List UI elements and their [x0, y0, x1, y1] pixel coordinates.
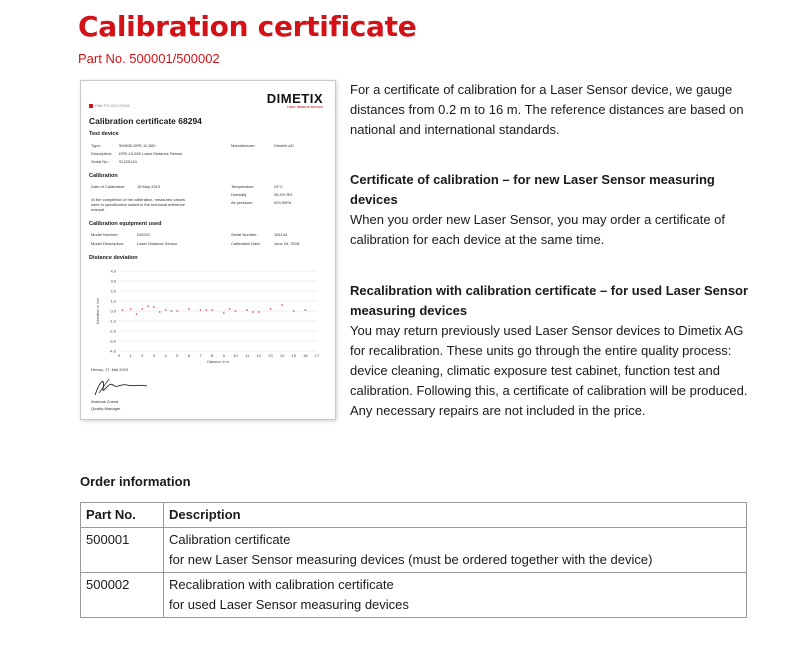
- cert-value: 500630 DPE-10-500: [119, 143, 156, 148]
- data-point: [165, 309, 167, 311]
- y-axis-label: Deviation in mm: [96, 298, 100, 324]
- y-tick-label: -2,0: [109, 328, 116, 334]
- cert-statement-line: At the completion of the calibration, measured values: [91, 197, 186, 202]
- column-header-part-no: Part No.: [81, 503, 164, 528]
- recalibration-heading: Recalibration with calibration certificate – for used Laser Sensor measuring devices: [350, 283, 749, 318]
- cert-value: DI2002: [137, 232, 150, 237]
- x-tick-label: 7: [199, 353, 202, 358]
- cert-label: Description:: [91, 151, 113, 156]
- cert-value: 18 May 2019: [137, 184, 161, 189]
- cert-label: Date of Calibration:: [91, 184, 126, 189]
- cert-value: 929,9hPa: [274, 200, 292, 205]
- cert-label: Calibration Date:: [231, 241, 261, 246]
- data-point: [176, 310, 178, 312]
- description-line: Calibration certificate: [169, 532, 291, 547]
- part-number: Part No. 500001/500002: [78, 51, 220, 66]
- x-tick-label: 6: [187, 353, 190, 358]
- cert-label: Type:: [91, 143, 101, 148]
- cert-statement-line: were in specification stated in the technical reference: [91, 202, 185, 207]
- cert-label: Serial No.:: [91, 159, 110, 164]
- recalibration-body: You may return previously used Laser Sensor devices to Dimetix AG for recalibration. These units go through the entire quality process: device cleaning, climatic exposure test cabinet, function test and calibration. Following this, a certificate of calibration will be produced. Any necessary repairs are not included in the price.: [350, 323, 748, 418]
- new-device-body: When you order new Laser Sensor, you may order a certificate of calibration for each device at the same time.: [350, 212, 726, 247]
- data-point: [159, 311, 161, 313]
- data-point: [304, 309, 306, 311]
- data-point: [258, 311, 260, 313]
- cert-label: Air pressure: [231, 200, 253, 205]
- data-point: [205, 309, 207, 311]
- x-tick-label: 13: [268, 353, 273, 358]
- cell-part-no: 500002: [81, 573, 164, 618]
- description-line: for used Laser Sensor measuring devices: [169, 597, 409, 612]
- dimetix-logo: DIMETIX: [266, 91, 323, 106]
- cert-label: Model Number:: [91, 232, 119, 237]
- signature-place-date: Henau, 17. Mai 2019: [91, 367, 129, 372]
- cert-section-test-device: Test device: [89, 131, 119, 137]
- x-tick-label: 5: [176, 353, 179, 358]
- description-line: Recalibration with calibration certificate: [169, 577, 394, 592]
- x-axis-label: Distance in m: [207, 360, 229, 364]
- table-header-row: [81, 503, 747, 528]
- y-tick-label: 3,0: [110, 278, 116, 284]
- y-tick-label: 1,0: [110, 298, 116, 304]
- x-tick-label: 8: [211, 353, 214, 358]
- column-header-description: Description: [164, 503, 747, 528]
- cert-value: DPE-10-500 Laser Distance Sensor: [119, 151, 183, 156]
- y-tick-label: -3,0: [109, 338, 116, 344]
- y-tick-label: 4,0: [110, 268, 116, 274]
- cert-label: Humidity: [231, 192, 247, 197]
- data-point: [122, 309, 124, 311]
- data-point: [293, 310, 295, 312]
- order-table: [80, 502, 747, 618]
- cert-statement-line: manual.: [91, 207, 106, 212]
- data-point: [188, 308, 190, 310]
- cert-label: Temperature: [231, 184, 254, 189]
- cert-section-equipment: Calibration equipment used: [89, 221, 162, 227]
- cert-doc-number: DIM-FO-0017/2018: [89, 103, 129, 108]
- x-tick-label: 2: [141, 353, 144, 358]
- data-point: [147, 305, 149, 307]
- cell-description: [164, 528, 747, 573]
- x-tick-label: 1: [129, 353, 132, 358]
- data-point: [235, 310, 237, 312]
- cert-value: 91220143: [119, 159, 137, 164]
- cert-label: Manufacturer:: [231, 143, 256, 148]
- table-row: [81, 528, 747, 573]
- cert-value: June 16, 2018: [274, 241, 300, 246]
- description-line: for new Laser Sensor measuring devices (must be ordered together with the device): [169, 552, 653, 567]
- data-point: [270, 308, 272, 310]
- page-title: Calibration certificate: [78, 10, 417, 43]
- certificate-image: [80, 80, 336, 420]
- data-point: [130, 308, 132, 310]
- new-device-heading: Certificate of calibration – for new Laser Sensor measuring devices: [350, 172, 715, 207]
- data-point: [153, 306, 155, 308]
- data-point: [211, 309, 213, 311]
- cert-label: Model Description:: [91, 241, 125, 246]
- cert-section-calibration: Calibration: [89, 173, 118, 179]
- x-tick-label: 17: [314, 353, 320, 358]
- cert-title: Calibration certificate 68294: [89, 116, 202, 126]
- cert-section-deviation: Distance deviation: [89, 255, 138, 261]
- x-tick-label: 4: [164, 353, 167, 358]
- x-tick-label: 16: [303, 353, 308, 358]
- data-point: [223, 312, 225, 314]
- signer-role: Quality Manager: [91, 406, 121, 411]
- x-tick-label: 3: [152, 353, 156, 358]
- intro-paragraph: For a certificate of calibration for a Laser Sensor device, we gauge distances from 0.2 m to 16 m. The reference distances are based on national and international standards.: [350, 82, 744, 137]
- signature-icon: [91, 375, 151, 399]
- cert-label: Serial Number:: [231, 232, 258, 237]
- data-point: [229, 308, 231, 310]
- y-tick-label: 0,0: [110, 308, 116, 314]
- cert-value: 24°C: [274, 184, 283, 189]
- cell-description: [164, 573, 747, 618]
- x-tick-label: 0: [117, 353, 121, 358]
- x-tick-label: 12: [256, 353, 261, 358]
- x-tick-label: 10: [233, 353, 238, 358]
- logo-tagline: Laser distance sensors: [287, 105, 323, 109]
- x-tick-label: 11: [245, 353, 250, 358]
- x-tick-label: 9: [222, 353, 225, 358]
- y-tick-label: 2,0: [110, 288, 116, 294]
- signer-name: Andreas Zuend: [91, 399, 119, 404]
- y-tick-label: -1,0: [109, 318, 116, 324]
- data-point: [246, 309, 248, 311]
- cert-value: Laser Distance Sensor: [137, 241, 178, 246]
- table-row: [81, 573, 747, 618]
- order-info-heading: Order information: [80, 474, 191, 489]
- data-point: [252, 311, 254, 313]
- cell-part-no: 500001: [81, 528, 164, 573]
- data-point: [200, 309, 202, 311]
- data-point: [141, 308, 143, 310]
- y-tick-label: -4,0: [109, 348, 116, 354]
- data-point: [281, 304, 283, 306]
- data-point: [171, 310, 173, 312]
- cert-value: 181144: [274, 232, 288, 237]
- cert-value: Dimetix AG: [274, 143, 295, 148]
- data-point: [136, 313, 138, 315]
- cert-value: 35,4% RH: [274, 192, 293, 197]
- x-tick-label: 14: [279, 353, 285, 358]
- x-tick-label: 15: [291, 353, 296, 358]
